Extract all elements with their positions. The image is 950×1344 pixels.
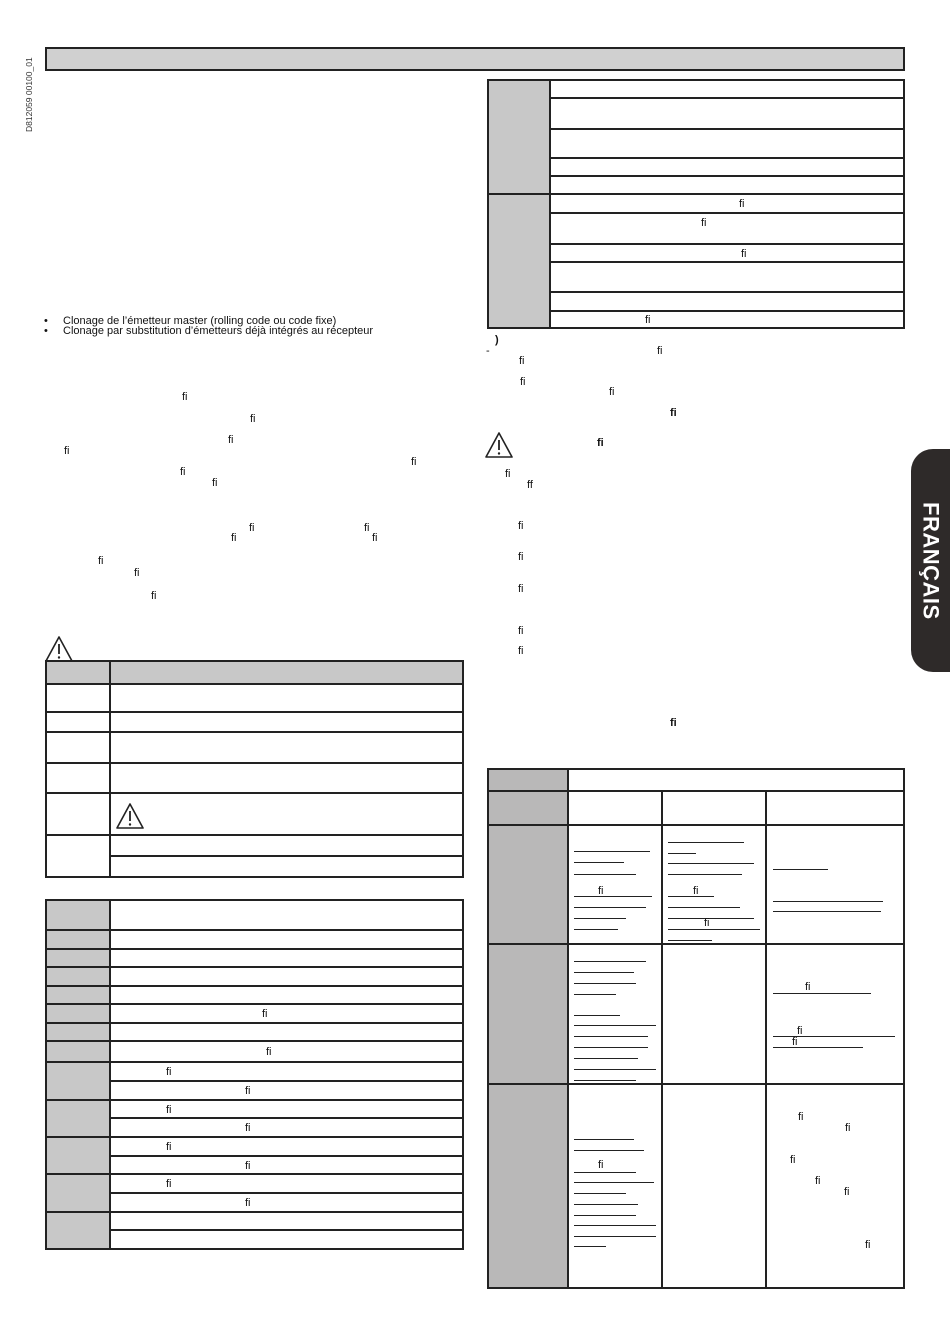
ligature-fi: fi [166,1066,172,1078]
ligature-fi: fi [741,248,747,260]
ligature-fi: fi [212,477,218,489]
ligature-fi: fi [739,198,745,210]
ligature-fi: fi [598,1159,604,1171]
ligature-fi: fi [245,1085,251,1097]
ligature-fi: fi [134,567,140,579]
ligature-fi: fi [180,466,186,478]
ligature-fi: fi [228,434,234,446]
paren-glyph: ) [495,334,499,346]
ligature-fi: fi [693,885,699,897]
ligature-fi: fi [597,437,604,449]
ligature-fi: fi [701,217,707,229]
ligature-fi: fi [518,520,524,532]
ligature-fi: fi [64,445,70,457]
bullet-icon: • [44,315,48,327]
ligature-fi: fi [250,413,256,425]
ligature-fi: fi [520,376,526,388]
section-title-bar [45,47,905,71]
ligature-fi: fi [245,1122,251,1134]
ligature-fi: fi [364,522,370,534]
ligature-fi: fi [245,1197,251,1209]
ligature-fi: fi [166,1178,172,1190]
ligature-fi: fi [645,314,651,326]
list-item [44,326,464,336]
table-body [45,683,464,878]
warning-icon [44,635,74,663]
ligature-fi: fi [518,551,524,563]
table-header [45,660,464,685]
ligature-fi: fi [518,583,524,595]
ligature-fi: fi [798,1111,804,1123]
bullet-text: Clonage de l’émetteur master (rolling code ou code fixe) [63,315,337,327]
ligature-fi: fi [166,1141,172,1153]
dash-glyph: - [486,345,490,357]
ligature-fi: fi [815,1175,821,1187]
language-label: FRANÇAIS [918,501,944,620]
ligature-fi: fi [249,522,255,534]
ligature-ff: ff [527,479,533,491]
ligature-fi: fi [505,468,511,480]
ligature-fi: fi [262,1008,268,1020]
bullet-text: Clonage par substitution d’émetteurs déjà intégrés au récepteur [63,325,374,337]
ligature-fi: fi [98,555,104,567]
warning-icon [115,802,145,830]
ligature-fi: fi [609,386,615,398]
ligature-fi: fi [865,1239,871,1251]
ligature-fi: fi [411,456,417,468]
ligature-fi: fi [518,645,524,657]
ligature-fi: fi [792,1036,798,1048]
warning-icon [484,431,514,459]
ligature-fi: fi [704,917,710,929]
ligature-fi: fi [182,391,188,403]
language-tab [911,449,950,672]
ligature-fi: fi [844,1186,850,1198]
ligature-fi: fi [797,1025,803,1037]
ligature-fi: fi [231,532,237,544]
bullet-list [44,316,464,336]
ligature-fi: fi [805,981,811,993]
ligature-fi: fi [245,1160,251,1172]
document-code: D812059 00100_01 [24,57,34,133]
ligature-fi: fi [670,717,677,729]
ligature-fi: fi [151,590,157,602]
ligature-fi: fi [518,625,524,637]
bullet-icon: • [44,325,48,337]
ligature-fi: fi [598,885,604,897]
ligature-fi: fi [657,345,663,357]
ligature-fi: fi [266,1046,272,1058]
ligature-fi: fi [519,355,525,367]
ligature-fi: fi [166,1104,172,1116]
ligature-fi: fi [790,1154,796,1166]
ligature-fi: fi [845,1122,851,1134]
ligature-fi: fi [670,407,677,419]
ligature-fi: fi [372,532,378,544]
